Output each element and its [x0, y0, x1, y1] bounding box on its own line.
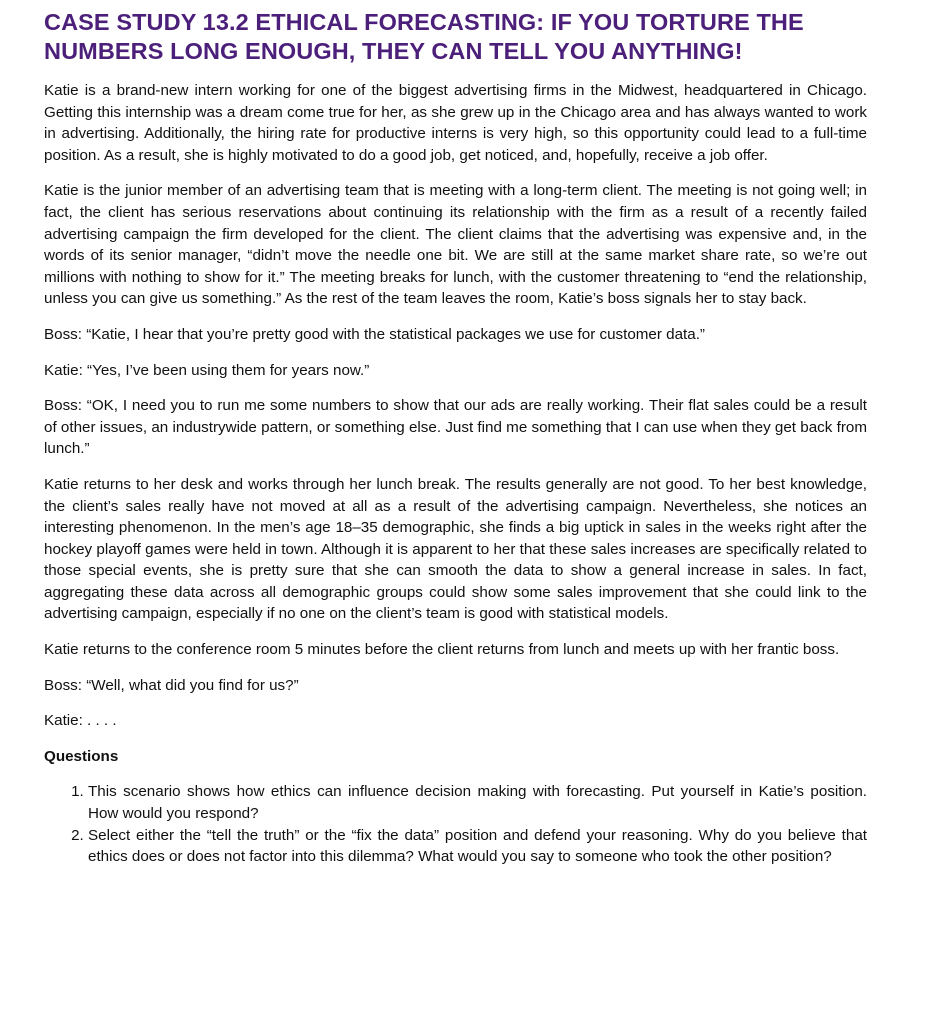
- dialogue-boss-2: Boss: “OK, I need you to run me some numbers to show that our ads are really working. Their flat sales could be a result of other issues, an industrywide pattern, or something else. Just find me something that I can use when they get back from lunch.”: [44, 397, 867, 458]
- paragraph-meeting: Katie is the junior member of an advertising team that is meeting with a long-term client. The meeting is not going well; in fact, the client has serious reservations about continuing its relationship with the firm as a result of a recently failed advertising campaign the firm developed for the client. The client claims that the advertising was expensive and, in the words of its senior manager, “didn’t move the needle one bit. We are still at the same market share rate, so we’re out millions with nothing to show for it.” The meeting breaks for lunch, with the customer threatening to “end the relationship, unless you can give us something.” As the rest of the team leaves the room, Katie’s boss signals her to stay back.: [44, 182, 867, 308]
- dialogue-boss-3: Boss: “Well, what did you find for us?”: [44, 676, 299, 694]
- question-item: 1. This scenario shows how ethics can influence decision making with forecasting. Put yourself in Katie’s position. How would you respond?: [88, 781, 867, 824]
- case-study-title: CASE STUDY 13.2 ETHICAL FORECASTING: IF YOU TORTURE THE NUMBERS LONG ENOUGH, THEY CAN TELL YOU ANYTHING!: [44, 9, 804, 64]
- question-item: 2. Select either the “tell the truth” or the “fix the data” position and defend your reasoning. Why do you believe that ethics does or does not factor into this dilemma? What would you say to someone who took the other position?: [88, 825, 867, 868]
- paragraph-return: Katie returns to the conference room 5 minutes before the client returns from lunch and meets up with her frantic boss.: [44, 641, 840, 659]
- questions-heading: Questions: [44, 747, 119, 765]
- paragraph-intro: Katie is a brand-new intern working for one of the biggest advertising firms in the Midwest, headquartered in Chicago. Getting this internship was a dream come true for her, as she grew up in the Chicago area and has always wanted to work in advertising. Additionally, the hiring rate for productive interns is very high, so this opportunity could lead to a full-time position. As a result, she is highly motivated to do a good job, get noticed, and, hopefully, receive a job offer.: [44, 82, 867, 164]
- paragraph-analysis: Katie returns to her desk and works through her lunch break. The results generally are not good. To her best knowledge, the client’s sales really have not moved at all as a result of the advertising campaign. Nevertheless, she notices an interesting phenomenon. In the men’s age 18–35 demographic, she finds a big uptick in sales in the weeks right after the hockey playoff games were held in town. Although it is apparent to her that these sales increases are specifically related to those special events, she is pretty sure that she can smooth the data to show a general increase in sales. In fact, aggregating these data across all demographic groups could show some sales improvement that she could link to the advertising campaign, especially if no one on the client’s team is good with statistical models.: [44, 475, 867, 623]
- dialogue-boss-1: Boss: “Katie, I hear that you’re pretty good with the statistical packages we use for customer data.”: [44, 325, 705, 343]
- dialogue-katie-2: Katie: . . . .: [44, 712, 117, 730]
- questions-list: [44, 781, 867, 867]
- dialogue-katie-1: Katie: “Yes, I’ve been using them for years now.”: [44, 361, 370, 379]
